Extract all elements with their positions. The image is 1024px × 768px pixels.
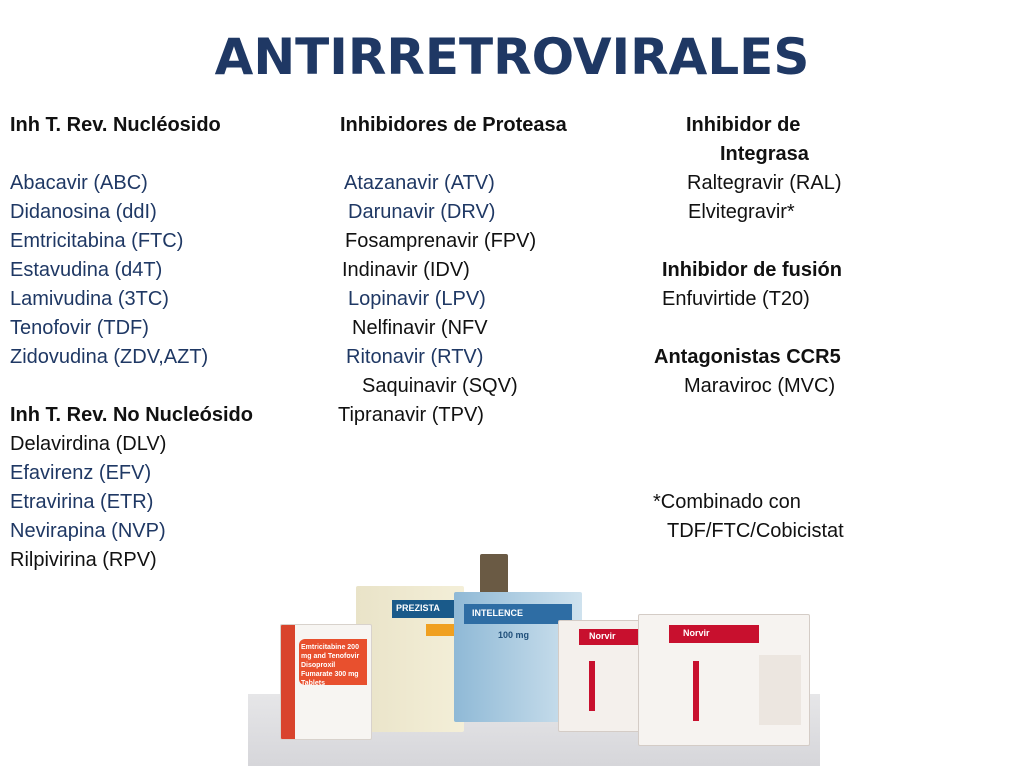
list-item: Delavirdina (DLV) (10, 433, 167, 455)
nrti-heading: Inh T. Rev. Nucléosido (10, 114, 221, 136)
list-item: Saquinavir (SQV) (362, 375, 518, 397)
ccr5-heading: Antagonistas CCR5 (654, 346, 841, 368)
integrase-heading-2: Integrasa (720, 143, 809, 165)
list-item: Nelfinavir (NFV (352, 317, 488, 339)
nnrti-heading: Inh T. Rev. No Nucleósido (10, 404, 253, 426)
slide-title: ANTIRRETROVIRALES (214, 28, 810, 86)
list-item: Maraviroc (MVC) (684, 375, 836, 397)
list-item: Atazanavir (ATV) (344, 172, 495, 194)
list-item: Emtricitabina (FTC) (10, 230, 184, 252)
list-item: Darunavir (DRV) (348, 201, 496, 223)
list-item: Didanosina (ddI) (10, 201, 157, 223)
background-object (480, 554, 508, 596)
list-item: Abacavir (ABC) (10, 172, 148, 194)
list-item: Lamivudina (3TC) (10, 288, 169, 310)
list-item: Zidovudina (ZDV,AZT) (10, 346, 209, 368)
list-item: Raltegravir (RAL) (687, 172, 842, 194)
integrase-heading: Inhibidor de (686, 114, 801, 136)
box-dose: 100 mg (498, 630, 530, 640)
list-item: Tenofovir (TDF) (10, 317, 149, 339)
list-item: Fosamprenavir (FPV) (345, 230, 537, 252)
list-item: Lopinavir (LPV) (348, 288, 486, 310)
norvir-box (638, 614, 810, 746)
box-label: PREZISTA (396, 603, 440, 613)
prezista-box (356, 586, 464, 732)
box-side (759, 655, 801, 725)
box-stripe (281, 625, 295, 739)
list-item: Etravirina (ETR) (10, 491, 154, 513)
list-item: Elvitegravir* (688, 201, 795, 223)
list-item: Tipranavir (TPV) (338, 404, 484, 426)
box-label: Norvir (683, 628, 710, 638)
box-stripe (693, 661, 699, 721)
list-item: Ritonavir (RTV) (346, 346, 484, 368)
list-item: Enfuvirtide (T20) (662, 288, 810, 310)
protease-heading: Inhibidores de Proteasa (340, 114, 567, 136)
list-item: Nevirapina (NVP) (10, 520, 166, 542)
footnote-2: TDF/FTC/Cobicistat (667, 520, 844, 542)
box-stripe (589, 661, 595, 711)
fusion-heading: Inhibidor de fusión (662, 259, 842, 281)
emtricitabine-box (280, 624, 372, 740)
box-label: INTELENCE (472, 608, 524, 618)
box-label: Norvir (589, 631, 616, 641)
box-label: Emtricitabine 200 mg and Tenofovir Disoproxil Fumarate 300 mg Tablets (301, 644, 360, 687)
list-item: Rilpivirina (RPV) (10, 549, 157, 571)
list-item: Estavudina (d4T) (10, 259, 163, 281)
list-item: Efavirenz (EFV) (10, 462, 152, 484)
footnote: *Combinado con (653, 491, 801, 513)
list-item: Indinavir (IDV) (342, 259, 470, 281)
medicine-boxes-photo (248, 552, 820, 766)
